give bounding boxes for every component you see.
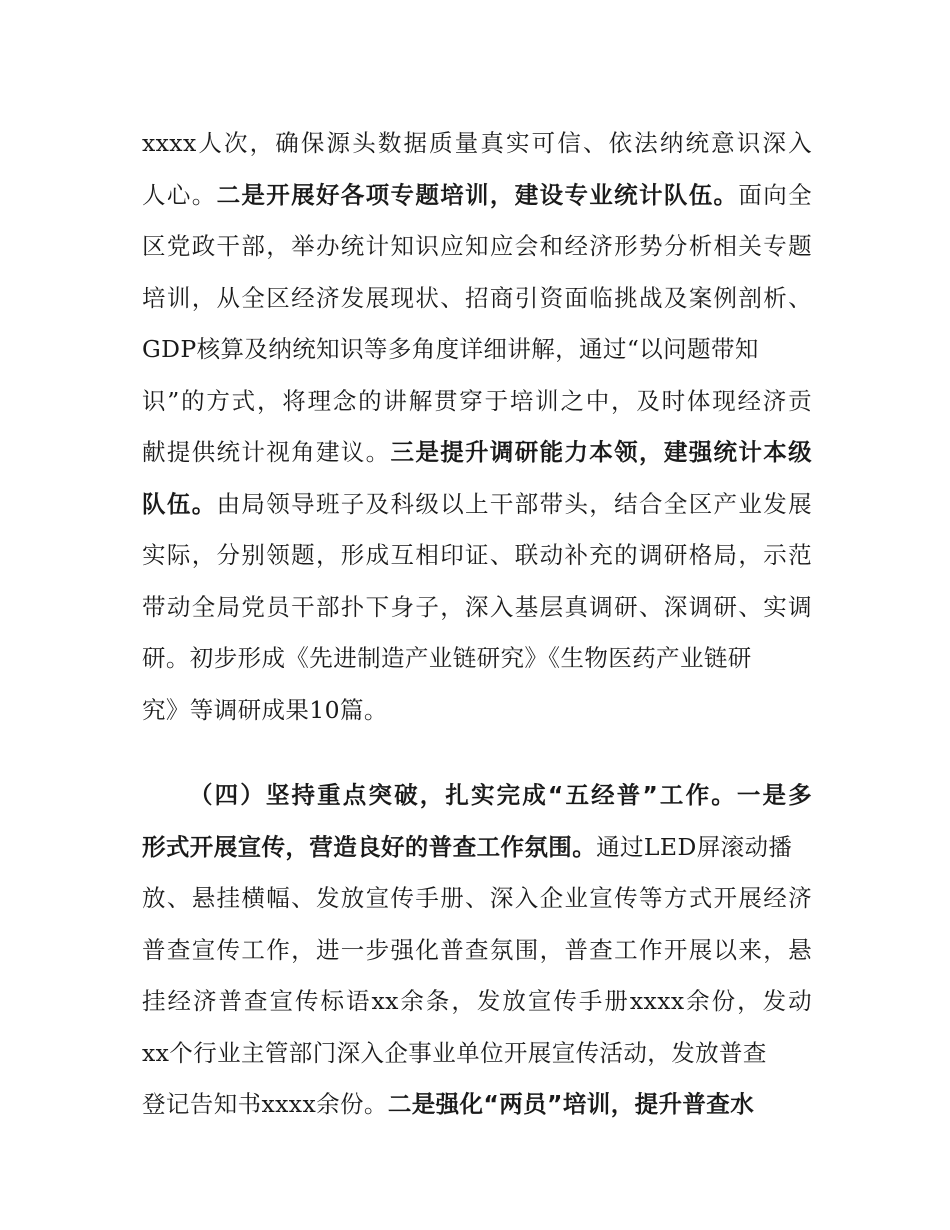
paragraph-statistics-training (142, 118, 812, 736)
text-line: xx个行业主管部门深入企事业单位开展宣传活动，发放普查 (142, 1038, 767, 1067)
bold-subheading: 形式开展宣传，营造良好的普查工作氛围。 (142, 832, 597, 861)
text-line: 放、悬挂横幅、发放宣传手册、深入企业宣传等方式开展经济 (142, 884, 812, 912)
bold-subheading: 二是强化“两员”培训，提升普查水 (387, 1090, 755, 1118)
text-line: 登记告知书xxxx余份。二是强化“两员”培训，提升普查水 (142, 1090, 755, 1118)
text-line: 培训，从全区经济发展现状、招商引资面临挑战及案例剖析、 (142, 283, 812, 312)
text-line: GDP核算及纳统知识等多角度详细讲解，通过“以问题带知 (142, 335, 759, 363)
text-line: xxxx人次，确保源头数据质量真实可信、依法纳统意识深入 (142, 129, 812, 157)
text-line: 究》等调研成果10篇。 (142, 695, 388, 724)
text-line: 带动全局党员干部扑下身子，深入基层真调研、深调研、实调 (142, 592, 812, 621)
document-page (142, 118, 812, 1131)
text-line: 献提供统计视角建议。三是提升调研能力本领，建强统计本级 (142, 438, 812, 466)
text-line: 区党政干部，举办统计知识应知应会和经济形势分析相关专题 (142, 232, 812, 260)
text-line: 人心。二是开展好各项专题培训，建设专业统计队伍。面向全 (142, 180, 813, 209)
paragraph-gap (142, 736, 812, 770)
text-line: 普查宣传工作，进一步强化普查氛围，普查工作开展以来，悬 (142, 935, 812, 964)
text-line: 研。初步形成《先进制造产业链研究》《生物医药产业链研 (142, 644, 752, 672)
bold-subheading: 二是开展好各项专题培训，建设专业统计队伍。 (216, 180, 739, 209)
paragraph-economic-census (142, 770, 812, 1131)
bold-subheading: 队伍。 (142, 489, 217, 518)
text-line: 形式开展宣传，营造良好的普查工作氛围。通过LED屏滚动播 (142, 832, 793, 861)
text-line: 队伍。由局领导班子及科级以上干部带头，结合全区产业发展 (142, 489, 813, 518)
text-line: 实际，分别领题，形成互相印证、联动补充的调研格局，示范 (142, 541, 812, 569)
text-line: 挂经济普查宣传标语xx余条，发放宣传手册xxxx余份，发动 (142, 987, 812, 1015)
section-heading: （四）坚持重点突破，扎实完成“五经普”工作。一是多 (189, 781, 812, 809)
bold-subheading: 三是提升调研能力本领，建强统计本级 (390, 438, 812, 466)
text-line: 识”的方式，将理念的讲解贯穿于培训之中，及时体现经济贡 (142, 386, 812, 415)
